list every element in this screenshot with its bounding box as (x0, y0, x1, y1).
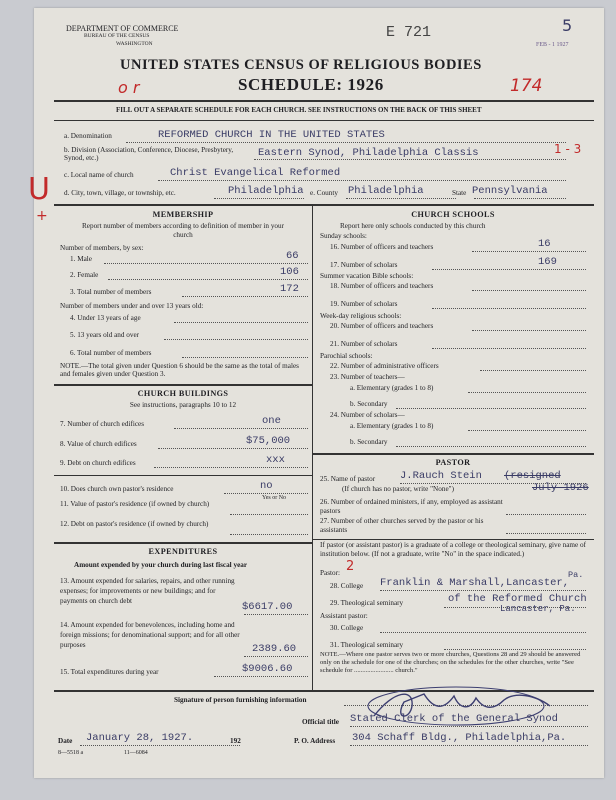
county-value: Philadelphia (348, 185, 424, 197)
q1-label: 1. Male (70, 255, 92, 263)
q13-value: $6617.00 (242, 601, 293, 613)
q18-label: 18. Number of officers and teachers (330, 282, 434, 290)
schedule-title: SCHEDULE: 1926 (238, 75, 384, 94)
q15-label: 15. Total expenditures during year (60, 668, 159, 676)
state-label: State (452, 189, 467, 197)
local-name-label: c. Local name of church (64, 171, 134, 179)
page-mark: 5 (562, 16, 573, 35)
city-label: d. City, town, village, or township, etc. (64, 189, 176, 197)
q9-label: 9. Debt on church edifices (60, 459, 136, 467)
q31-label: 31. Theological seminary (330, 641, 404, 649)
weekday-schools-label: Week-day religious schools: (320, 312, 402, 320)
q15-value: $9006.60 (242, 663, 293, 675)
schools-heading: CHURCH SCHOOLS (411, 210, 495, 219)
signature-label: Signature of person furnishing information (174, 696, 307, 704)
local-name-value: Christ Evangelical Reformed (170, 167, 341, 179)
instructions-line: FILL OUT A SEPARATE SCHEDULE FOR EACH CHURCH. SEE INSTRUCTIONS ON THE BACK OF THIS SHEET (116, 106, 482, 114)
q10-hint: Yes or No (262, 495, 287, 501)
q23-label: 23. Number of teachers— (330, 373, 405, 381)
expenditures-heading: EXPENDITURES (148, 547, 218, 556)
q10-value: no (260, 480, 273, 492)
pastor-subheading: Pastor: (320, 569, 340, 577)
q25-value: J.Rauch Stein (400, 470, 482, 482)
members-by-sex-label: Number of members, by sex: (60, 244, 144, 252)
department-name: DEPARTMENT OF COMMERCE (66, 24, 179, 33)
address-label: P. O. Address (294, 737, 336, 745)
q30-label: 30. College (330, 624, 364, 632)
county-label: e. County (310, 189, 338, 197)
q3-value: 172 (280, 283, 299, 295)
address-value: 304 Schaff Bldg., Philadelphia,Pa. (352, 732, 567, 744)
buildings-intro: See instructions, paragraphs 10 to 12 (129, 401, 237, 409)
q8-value: $75,000 (246, 435, 291, 447)
denomination-value: REFORMED CHURCH IN THE UNITED STATES (158, 129, 385, 141)
stamp-number: E 721 (386, 24, 432, 41)
q25-resigned-note: (resigned (504, 470, 561, 482)
assistant-pastor-subheading: Assistant pastor: (320, 612, 368, 620)
sunday-schools-label: Sunday schools: (320, 232, 367, 240)
parochial-schools-label: Parochial schools: (320, 352, 373, 360)
q16-label: 16. Number of officers and teachers (330, 243, 434, 251)
margin-red-letter: U (28, 172, 50, 207)
pastor-red-mark: 2 (346, 559, 355, 574)
q25-hint: (If church has no pastor, write "None") (342, 485, 454, 493)
q28-value: Franklin & Marshall,Lancaster, (380, 577, 570, 589)
q23b-label: b. Secondary (350, 400, 388, 408)
q17-label: 17. Number of scholars (330, 261, 398, 269)
margin-red-plus: + (36, 208, 48, 224)
red-annotation-left: o r (118, 78, 140, 97)
graduate-note: If pastor (or assistant pastor) is a graduate of a college or theological seminary, give name of institution below. (If not a graduate, write "No" in the space indicated.) (320, 541, 586, 558)
q3-label: 3. Total number of members (70, 288, 152, 296)
form-code: 8—5518 a (58, 750, 84, 756)
q24a-label: a. Elementary (grades 1 to 8) (350, 422, 434, 430)
q28-state: Pa. (568, 570, 584, 580)
q14-label: 14. Amount expended for benevolences, including home and foreign missions; for denominational support; and for all other purposes (60, 621, 240, 649)
membership-heading: MEMBERSHIP (152, 210, 214, 219)
division-label: b. Division (Association, Conference, Diocese, Presbytery, Synod, etc.) (64, 146, 234, 162)
q6-label: 6. Total number of members (70, 349, 152, 357)
year-suffix: 192 (230, 737, 241, 745)
pastor-note: NOTE.—Where one pastor serves two or more churches, Questions 28 and 29 should be answered only on the schedule for one of the churches; on the schedules for the other churches, write "See schedule for ........................ church." (320, 651, 581, 674)
bureau-name: BUREAU OF THE CENSUS (84, 33, 150, 39)
q23a-label: a. Elementary (grades 1 to 8) (350, 384, 434, 392)
membership-intro: Report number of members according to definition of member in your church (82, 222, 284, 239)
official-title-label: Official title (302, 718, 339, 726)
q27-label: 27. Number of other churches served by the pastor or his assistants (320, 517, 484, 534)
q7-value: one (262, 415, 281, 427)
q22-label: 22. Number of administrative officers (330, 362, 439, 370)
age-intro-label: Number of members under and over 13 years old: (60, 302, 204, 310)
print-code: 11—6084 (124, 750, 148, 756)
q29-value: of the Reformed Church (448, 593, 587, 605)
q24b-label: b. Secondary (350, 438, 388, 446)
q16-value: 16 (538, 238, 551, 250)
division-value: Eastern Synod, Philadelphia Classis (258, 147, 479, 159)
q4-label: 4. Under 13 years of age (70, 314, 141, 322)
q29-label: 29. Theological seminary (330, 599, 404, 607)
received-date-stamp: FEB - 1 1927 (536, 42, 569, 48)
expenditures-intro: Amount expended by your church during last fiscal year (74, 561, 248, 569)
q9-value: xxx (266, 454, 285, 466)
q2-label: 2. Female (70, 271, 99, 279)
denomination-label: a. Denomination (64, 132, 112, 140)
q19-label: 19. Number of scholars (330, 300, 398, 308)
form-title: UNITED STATES CENSUS OF RELIGIOUS BODIES (120, 57, 482, 73)
q21-label: 21. Number of scholars (330, 340, 398, 348)
date-label: Date (58, 737, 73, 745)
q11-label: 11. Value of pastor's residence (if owned by church) (60, 500, 210, 508)
q10-label: 10. Does church own pastor's residence (60, 485, 174, 493)
red-annotation-right: 174 (510, 76, 543, 96)
pastor-heading: PASTOR (435, 458, 471, 467)
q5-label: 5. 13 years old and over (70, 331, 140, 339)
date-value: January 28, 1927. (86, 732, 194, 744)
q25-label: 25. Name of pastor (320, 475, 376, 483)
q14-value: 2389.60 (252, 643, 297, 655)
state-value: Pennsylvania (472, 185, 548, 197)
q7-label: 7. Number of church edifices (60, 420, 145, 428)
q28-label: 28. College (330, 582, 364, 590)
vacation-schools-label: Summer vacation Bible schools: (320, 272, 414, 280)
bureau-city: WASHINGTON (116, 41, 153, 47)
city-value: Philadelphia (228, 185, 304, 197)
division-red-mark: 1 - 3 (554, 142, 582, 156)
q2-value: 106 (280, 266, 299, 278)
q20-label: 20. Number of officers and teachers (330, 322, 434, 330)
q8-label: 8. Value of church edifices (60, 440, 137, 448)
q29-place: Lancaster, Pa. (500, 604, 576, 614)
membership-note: NOTE.—The total given under Question 6 should be the same as the total of males and females given under Question 3. (60, 362, 299, 378)
official-title-value: Stated Clerk of the General Synod (350, 713, 558, 725)
census-schedule-sheet (28, 8, 604, 778)
q25-resigned-date: July 1926 (532, 482, 589, 494)
q1-value: 66 (286, 250, 299, 262)
q17-value: 169 (538, 256, 557, 268)
q24-label: 24. Number of scholars— (330, 411, 405, 419)
q12-label: 12. Debt on pastor's residence (if owned by church) (60, 520, 209, 528)
q13-label: 13. Amount expended for salaries, repairs, and other running expenses; for improvements or new buildings; and for payments on church debt (60, 577, 235, 605)
q26-label: 26. Number of ordained ministers, if any, employed as assistant pastors (320, 498, 503, 515)
buildings-heading: CHURCH BUILDINGS (137, 389, 229, 398)
schools-intro: Report here only schools conducted by this church (340, 222, 486, 230)
